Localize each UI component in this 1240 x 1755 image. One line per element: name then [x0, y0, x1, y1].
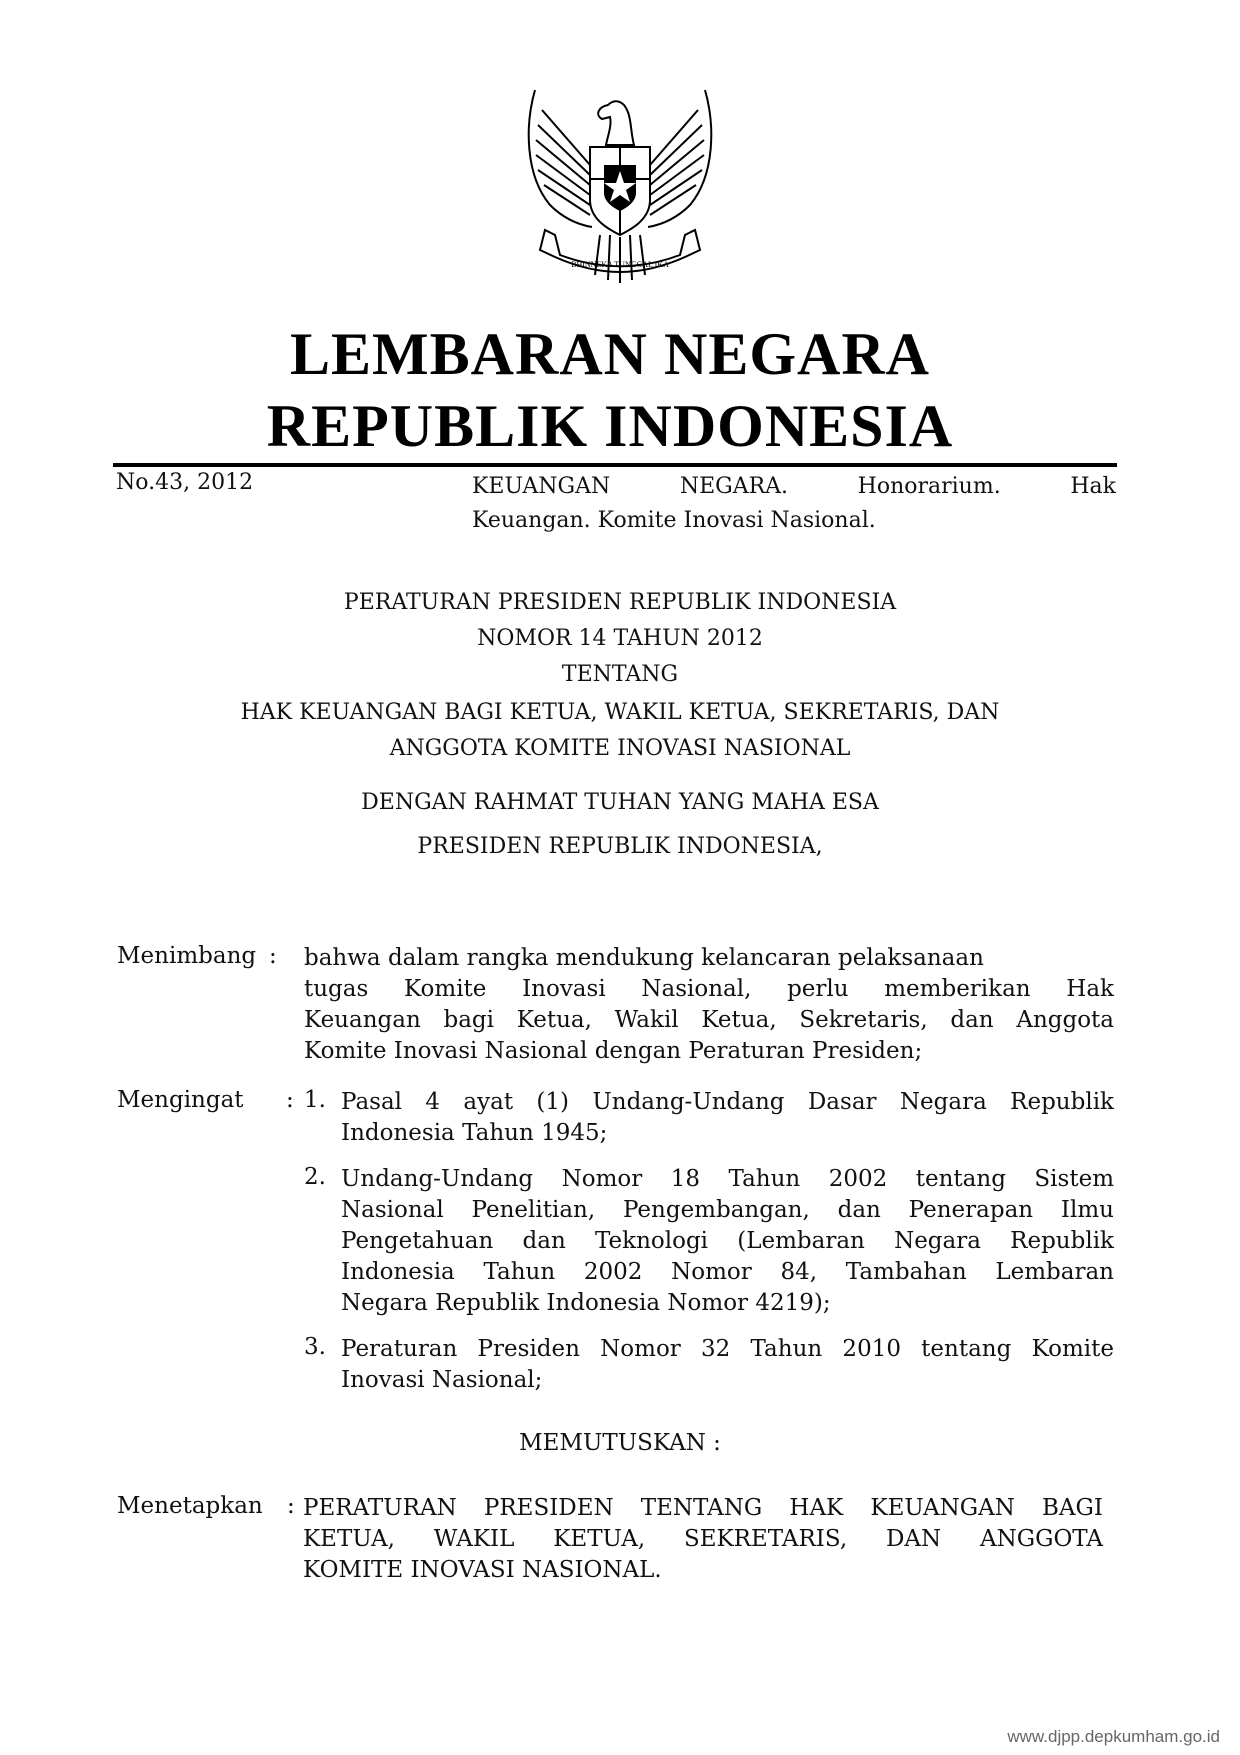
title-line3: TENTANG	[561, 662, 679, 687]
menetapkan-line: PERATURAN PRESIDEN TENTANG HAK KEUANGAN BAGI	[303, 1495, 1103, 1521]
title-line2: NOMOR 14 TAHUN 2012	[477, 626, 763, 651]
subject-word: KEUANGAN	[472, 474, 611, 499]
header-rule	[113, 463, 1117, 467]
mengingat-item-number: 3.	[304, 1334, 326, 1360]
memutuskan-heading: MEMUTUSKAN :	[519, 1430, 721, 1456]
footer-website-url[interactable]: www.djpp.depkumham.go.id	[1007, 1727, 1220, 1746]
menetapkan-line: KETUA, WAKIL KETUA, SEKRETARIS, DAN ANGGOTA	[303, 1526, 1103, 1552]
item-line: Pasal 4 ayat (1) Undang-Undang Dasar Negara Republik	[341, 1089, 1114, 1115]
mengingat-item-number: 2.	[304, 1164, 326, 1190]
emblem-motto: BHINNEKA TUNGGAL IKA	[571, 260, 669, 269]
mengingat-label: Mengingat	[117, 1087, 244, 1113]
menetapkan-label: Menetapkan	[117, 1493, 263, 1519]
menimbang-line: Keuangan bagi Ketua, Wakil Ketua, Sekretaris, dan Anggota	[304, 1007, 1114, 1033]
title-line7: PRESIDEN REPUBLIK INDONESIA,	[417, 834, 823, 859]
item-line: Nasional Penelitian, Pengembangan, dan Penerapan Ilmu	[341, 1197, 1114, 1223]
masthead-line2: REPUBLIK INDONESIA	[266, 393, 954, 459]
line-text: bahwa dalam rangka mendukung kelancaran pelaksanaan	[304, 945, 984, 971]
garuda-emblem-icon	[520, 85, 720, 295]
item-line: Peraturan Presiden Nomor 32 Tahun 2010 tentang Komite	[341, 1336, 1114, 1362]
menimbang-label: Menimbang	[117, 943, 257, 969]
item-line: Indonesia Tahun 2002 Nomor 84, Tambahan Lembaran	[341, 1259, 1114, 1285]
menimbang-text	[304, 943, 1114, 1067]
item-line: Pengetahuan dan Teknologi (Lembaran Negara Republik	[341, 1228, 1114, 1254]
mengingat-item-2	[341, 1164, 1114, 1319]
item-line: Indonesia Tahun 1945;	[341, 1120, 608, 1146]
title-line1: PERATURAN PRESIDEN REPUBLIK INDONESIA	[343, 590, 897, 615]
issue-number: No.43, 2012	[116, 470, 254, 495]
mengingat-item-3	[341, 1334, 1114, 1396]
item-line: Negara Republik Indonesia Nomor 4219);	[341, 1290, 831, 1316]
item-line: Inovasi Nasional;	[341, 1367, 543, 1393]
issue-subject	[472, 470, 1116, 538]
subject-word: Hak	[1070, 474, 1116, 499]
menimbang-colon: :	[269, 943, 277, 969]
subject-word: Honorarium.	[857, 474, 1001, 499]
mengingat-colon: :	[286, 1087, 294, 1113]
item-line: Undang-Undang Nomor 18 Tahun 2002 tentang Sistem	[341, 1166, 1114, 1192]
mengingat-item-number: 1.	[304, 1087, 326, 1113]
menimbang-line: Komite Inovasi Nasional dengan Peraturan Presiden;	[304, 1038, 923, 1064]
menetapkan-text	[303, 1493, 1103, 1586]
masthead-line1: LEMBARAN NEGARA	[289, 321, 931, 387]
subject-line1	[472, 470, 1116, 504]
subject-word: NEGARA.	[679, 474, 789, 499]
mengingat-item-1	[341, 1087, 1114, 1149]
menimbang-line	[304, 943, 1114, 974]
title-line5: ANGGOTA KOMITE INOVASI NASIONAL	[389, 736, 851, 761]
title-line6: DENGAN RAHMAT TUHAN YANG MAHA ESA	[361, 790, 879, 815]
menetapkan-line: KOMITE INOVASI NASIONAL.	[303, 1557, 662, 1583]
subject-line2: Keuangan. Komite Inovasi Nasional.	[472, 508, 876, 533]
menetapkan-colon: :	[287, 1493, 295, 1519]
menimbang-line: tugas Komite Inovasi Nasional, perlu memberikan Hak	[304, 976, 1114, 1002]
title-line4: HAK KEUANGAN BAGI KETUA, WAKIL KETUA, SEKRETARIS, DAN	[240, 700, 1000, 725]
